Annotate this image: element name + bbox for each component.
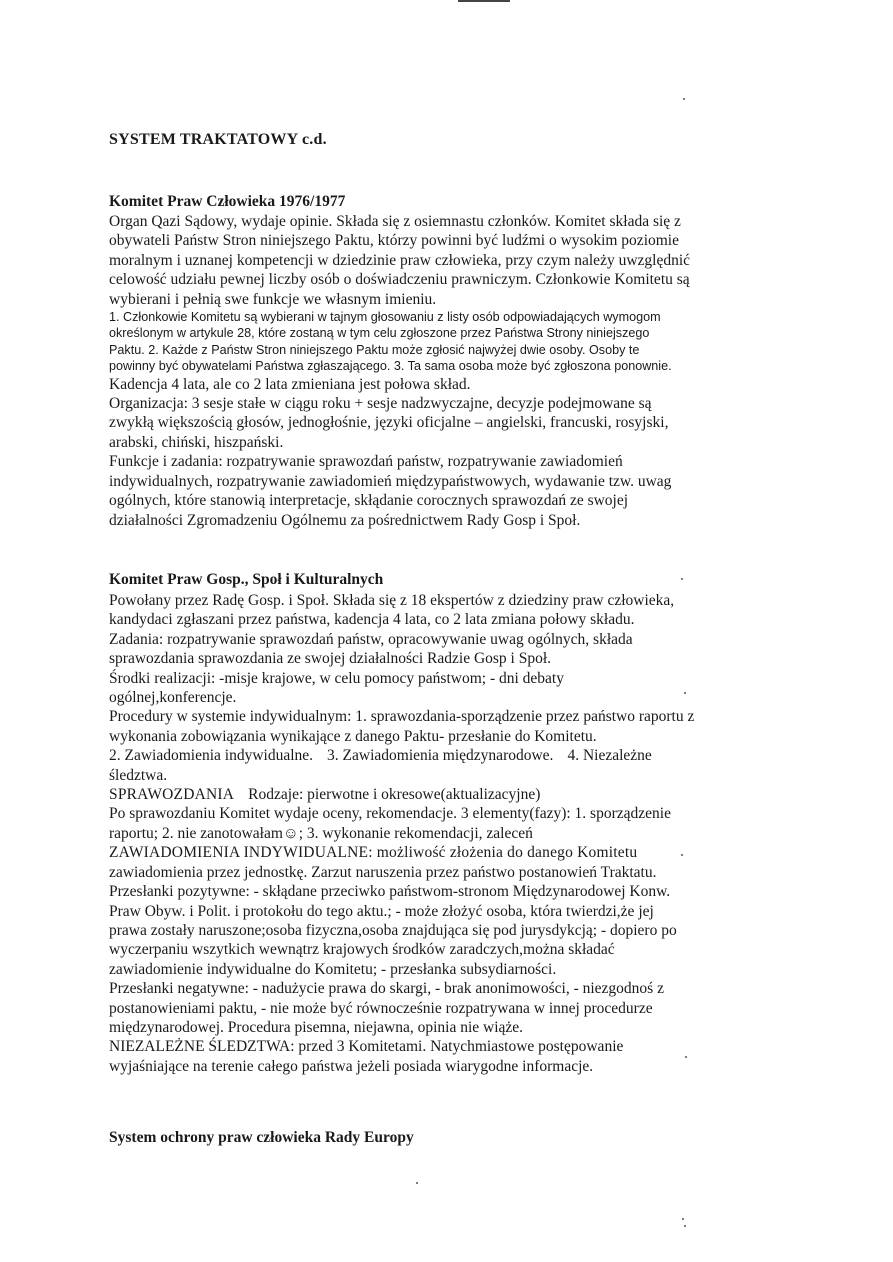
- text-line: Organizacja: 3 sesje stałe w ciągu roku + sesje nadzwyczajne, decyzje podejmowane są: [109, 395, 652, 413]
- scan-speck: [683, 98, 685, 100]
- document-title: SYSTEM TRAKTATOWY c.d.: [109, 131, 327, 148]
- procedures-row: [109, 746, 799, 765]
- text-line: wyczerpaniu wszytkich wewnątrz krajowych środków zaradczych,można składać: [109, 941, 615, 959]
- text-line: ogólnej,konferencje.: [109, 689, 237, 707]
- text-line: wybierani i pełnią swe funkcje we własnym imieniu.: [109, 290, 437, 308]
- scan-speck: [682, 1218, 684, 1220]
- quote-line: powinny być obywatelami Państwa zgłaszającego. 3. Ta sama osoba może być zgłoszona ponownie.: [109, 359, 672, 374]
- top-edge-line: [458, 0, 510, 2]
- text-line: NIEZALEŻNE ŚLEDZTWA: przed 3 Komitetami. Natychmiastowe postępowanie: [109, 1038, 624, 1056]
- section-human-rights-committee: [109, 193, 799, 530]
- text-line: kandydaci zgłaszani przez państwa, kadencja 4 lata, co 2 lata zmiana połowy składu.: [109, 611, 635, 629]
- text-line: Procedury w systemie indywidualnym: 1. sprawozdania-sporządzenie przez państwo raportu z: [109, 708, 695, 726]
- text-line: moralnym i uznanej kompetencji w dziedzinie praw człowieka, przy czym należy uwzględnić: [109, 251, 691, 269]
- text-line: Kadencja 4 lata, ale co 2 lata zmieniana jest połowa skład.: [109, 375, 471, 393]
- scan-speck: [685, 1056, 687, 1058]
- text-line: zwykłą większością głosów, jednogłośnie, języki oficjalne – angielski, francuski, rosyjski,: [109, 414, 669, 432]
- text-line: ZAWIADOMIENIA INDYWIDUALNE: możliwość złożenia do danego Komitetu: [109, 844, 638, 862]
- scan-speck: [684, 692, 686, 694]
- text-line: postanowieniami paktu, - nie może być równocześnie rozpatrywana w innej procedurze: [109, 999, 653, 1017]
- text-line: arabski, chiński, hiszpański.: [109, 433, 284, 451]
- text-line: raportu; 2. nie zanotowałam☺; 3. wykonanie rekomendacji, zaleceń: [109, 824, 533, 842]
- text-line: Organ Qazi Sądowy, wydaje opinie. Składa się z osiemnastu członków. Komitet składa się z: [109, 213, 681, 230]
- procedure-item: 3. Zawiadomienia międzynarodowe.: [327, 747, 554, 765]
- text-line: wykonania zobowiązania wynikające z danego Paktu- przesłanie do Komitetu.: [109, 727, 597, 745]
- reports-line: [109, 785, 799, 804]
- text-line: obywateli Państw Stron niniejszego Paktu, którzy powinni być ludźmi o wysokim poziomie: [109, 232, 679, 250]
- scan-speck: [684, 1225, 686, 1227]
- text-line: prawa zostały naruszone;osoba fizyczna,osoba znajdująca się pod jurysdykcją; - dopiero po: [109, 921, 677, 939]
- quote-line: określonym w artykule 28, które zostaną w tym celu zgłoszone przez Państwa Strony niniejszego: [109, 326, 650, 341]
- text-line: zawiadomienie indywidualne do Komitetu; - przesłanka subsydiarności.: [109, 960, 557, 978]
- text-line: Po sprawozdaniu Komitet wydaje oceny, rekomendacje. 3 elementy(fazy): 1. sporządzenie: [109, 805, 671, 823]
- text-line: Powołany przez Radę Gosp. i Społ. Składa się z 18 ekspertów z dziedziny praw człowieka,: [109, 592, 675, 609]
- procedure-item: 2. Zawiadomienia indywidualne.: [109, 747, 314, 765]
- text-line: indywidualnych, rozpatrywanie zawiadomień międzypaństwowych, wydawanie tzw. uwag: [109, 472, 672, 490]
- quote-line: Paktu. 2. Każde z Państw Stron niniejszego Paktu może zgłosić najwyżej dwie osoby. Osoby te: [109, 342, 640, 357]
- scan-speck: [681, 578, 683, 580]
- section-heading: System ochrony praw człowieka Rady Europy: [109, 1129, 414, 1146]
- text-line: działalności Zgromadzeniu Ogólnemu za pośrednictwem Rady Gosp i Społ.: [109, 511, 581, 529]
- text-line: celowość udziału pewnej liczby osób o doświadczeniu prawniczym. Członkowie Komitetu są: [109, 271, 690, 289]
- procedure-item: 4. Niezależne: [567, 747, 652, 765]
- scan-speck: [416, 1182, 418, 1184]
- text-line: ogólnych, które stanowią interpretacje, skłądanie corocznych sprawozdań ze swojej: [109, 492, 629, 510]
- text-line: wyjaśniające na terenie całego państwa jeżeli posiada wiarygodne informacje.: [109, 1057, 594, 1075]
- text-line: śledztwa.: [109, 766, 168, 784]
- section-council-of-europe: [109, 1129, 799, 1147]
- text-line: zawiadomienia przez jednostkę. Zarzut naruszenia przez państwo postanowień Traktatu.: [109, 863, 657, 881]
- text-line: Przesłanki pozytywne: - skłądane przeciwko państwom-stronom Międzynarodowej Konw.: [109, 883, 671, 901]
- reports-text: Rodzaje: pierwotne i okresowe(aktualizacyjne): [248, 786, 541, 804]
- section-heading: Komitet Praw Człowieka 1976/1977: [109, 193, 346, 210]
- text-line: Zadania: rozpatrywanie sprawozdań państw, opracowywanie uwag ogólnych, składa: [109, 630, 633, 648]
- text-line: sprawozdania sprawozdania ze swojej działalności Radzie Gosp i Społ.: [109, 650, 552, 668]
- text-line: Środki realizacji: -misje krajowe, w celu pomocy państwom; - dni debaty: [109, 669, 564, 687]
- reports-label: SPRAWOZDANIA: [109, 786, 235, 804]
- text-line: Przesłanki negatywne: - nadużycie prawa do skargi, - brak anonimowości, - niezgodnoś z: [109, 980, 664, 998]
- scan-speck: [681, 854, 683, 856]
- quoted-article: [109, 309, 799, 375]
- text-line: Praw Obyw. i Polit. i protokołu do tego aktu.; - może złożyć osoba, która twierdzi,że jej: [109, 902, 654, 920]
- text-line: międzynarodowej. Procedura pisemna, niejawna, opinia nie wiąże.: [109, 1018, 524, 1036]
- quote-line: 1. Członkowie Komitetu są wybierani w tajnym głosowaniu z listy osób odpowiadających wymogom: [109, 310, 661, 325]
- section-economic-rights-committee: [109, 571, 799, 1076]
- text-line: Funkcje i zadania: rozpatrywanie sprawozdań państw, rozpatrywanie zawiadomień: [109, 453, 623, 471]
- section-heading: Komitet Praw Gosp., Społ i Kulturalnych: [109, 571, 384, 588]
